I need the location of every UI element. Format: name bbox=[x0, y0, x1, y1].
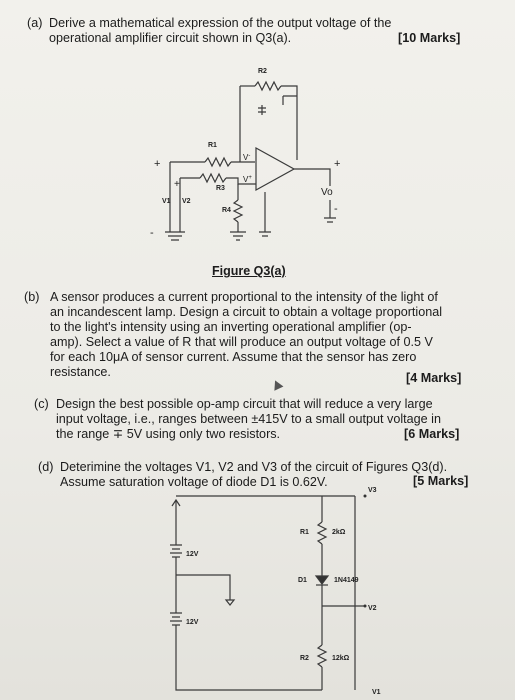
fig-a-vminus: V- bbox=[243, 153, 251, 162]
question-b-label: (b) bbox=[24, 290, 40, 304]
question-d-line-2: Assume saturation voltage of diode D1 is 0.62V. bbox=[60, 475, 328, 489]
figure-q3a-caption: Figure Q3(a) bbox=[212, 264, 286, 278]
question-c-label: (c) bbox=[34, 397, 49, 411]
question-b-line-1: A sensor produces a current proportional to the intensity of the light of bbox=[50, 290, 438, 304]
fig-d-v2-label: V2 bbox=[368, 605, 377, 612]
fig-a-r4-label: R4 bbox=[222, 207, 231, 214]
question-b-line-5: for each 10μA of sensor current. Assume that the sensor has zero bbox=[50, 350, 417, 364]
question-d-marks: [5 Marks] bbox=[413, 474, 469, 488]
resistor-r2-d bbox=[318, 645, 326, 667]
battery-12v-2 bbox=[170, 613, 182, 625]
question-d-line-1: Deterimine the voltages V1, V2 and V3 of the circuit of Figures Q3(d). bbox=[60, 460, 448, 474]
fig-d-v3-label: V3 bbox=[368, 487, 377, 494]
question-b-line-2: an incandescent lamp. Design a circuit to obtain a voltage proportional bbox=[50, 305, 443, 319]
fig-a-r2-label: R2 bbox=[258, 68, 267, 75]
fig-a-v1-label: V1 bbox=[162, 198, 171, 205]
question-a-line2: operational amplifier circuit shown in Q3(a). bbox=[49, 31, 292, 45]
question-b-line-3: to the light's intensity using an inverting operational amplifier (op- bbox=[50, 320, 412, 334]
fig-d-r1-value: 2kΩ bbox=[332, 529, 346, 536]
question-b-line-6: resistance. bbox=[50, 365, 111, 379]
fig-a-r3-label: R3 bbox=[216, 185, 225, 192]
battery-12v-1 bbox=[170, 545, 182, 557]
question-c-line-3: the range ∓ 5V using only two resistors. bbox=[56, 427, 281, 441]
question-d-label: (d) bbox=[38, 460, 54, 474]
fig-a-vo-label: Vo bbox=[321, 187, 333, 198]
fig-a-r1-label: R1 bbox=[208, 142, 217, 149]
question-c-line-1: Design the best possible op-amp circuit that will reduce a very large bbox=[56, 397, 433, 411]
fig-a-plus-left: + bbox=[154, 158, 161, 170]
fig-a-minus-left: - bbox=[150, 227, 154, 239]
fig-d-r2-value: 12kΩ bbox=[332, 655, 350, 662]
fig-d-r1-label: R1 bbox=[300, 529, 309, 536]
question-b-marks: [4 Marks] bbox=[406, 371, 462, 385]
fig-a-plus-small: + bbox=[174, 179, 180, 190]
question-c-marks: [6 Marks] bbox=[404, 427, 460, 441]
question-a-line1: Derive a mathematical expression of the output voltage of the bbox=[49, 16, 392, 30]
question-b-line-4: amp). Select a value of R that will produce an output voltage of 0.5 V bbox=[50, 335, 433, 349]
question-a-marks: [10 Marks] bbox=[398, 31, 461, 45]
fig-a-v2-label: V2 bbox=[182, 198, 191, 205]
diode-d1 bbox=[316, 576, 328, 584]
fig-a-minus-right: - bbox=[334, 203, 338, 215]
fig-d-battery1-label: 12V bbox=[186, 551, 199, 558]
fig-a-plus-right: + bbox=[334, 158, 341, 170]
fig-d-d1-label: D1 bbox=[298, 577, 307, 584]
fig-a-vplus: V+ bbox=[243, 175, 252, 184]
fig-d-r2-label: R2 bbox=[300, 655, 309, 662]
question-a-label: (a) bbox=[27, 16, 43, 30]
question-c-line-2: input voltage, i.e., ranges between ±415V to a small output voltage in bbox=[56, 412, 441, 426]
fig-d-battery2-label: 12V bbox=[186, 619, 199, 626]
resistor-r1-d bbox=[318, 522, 326, 544]
fig-d-d1-value: 1N4149 bbox=[334, 577, 359, 584]
fig-d-v1-label: V1 bbox=[372, 689, 381, 696]
